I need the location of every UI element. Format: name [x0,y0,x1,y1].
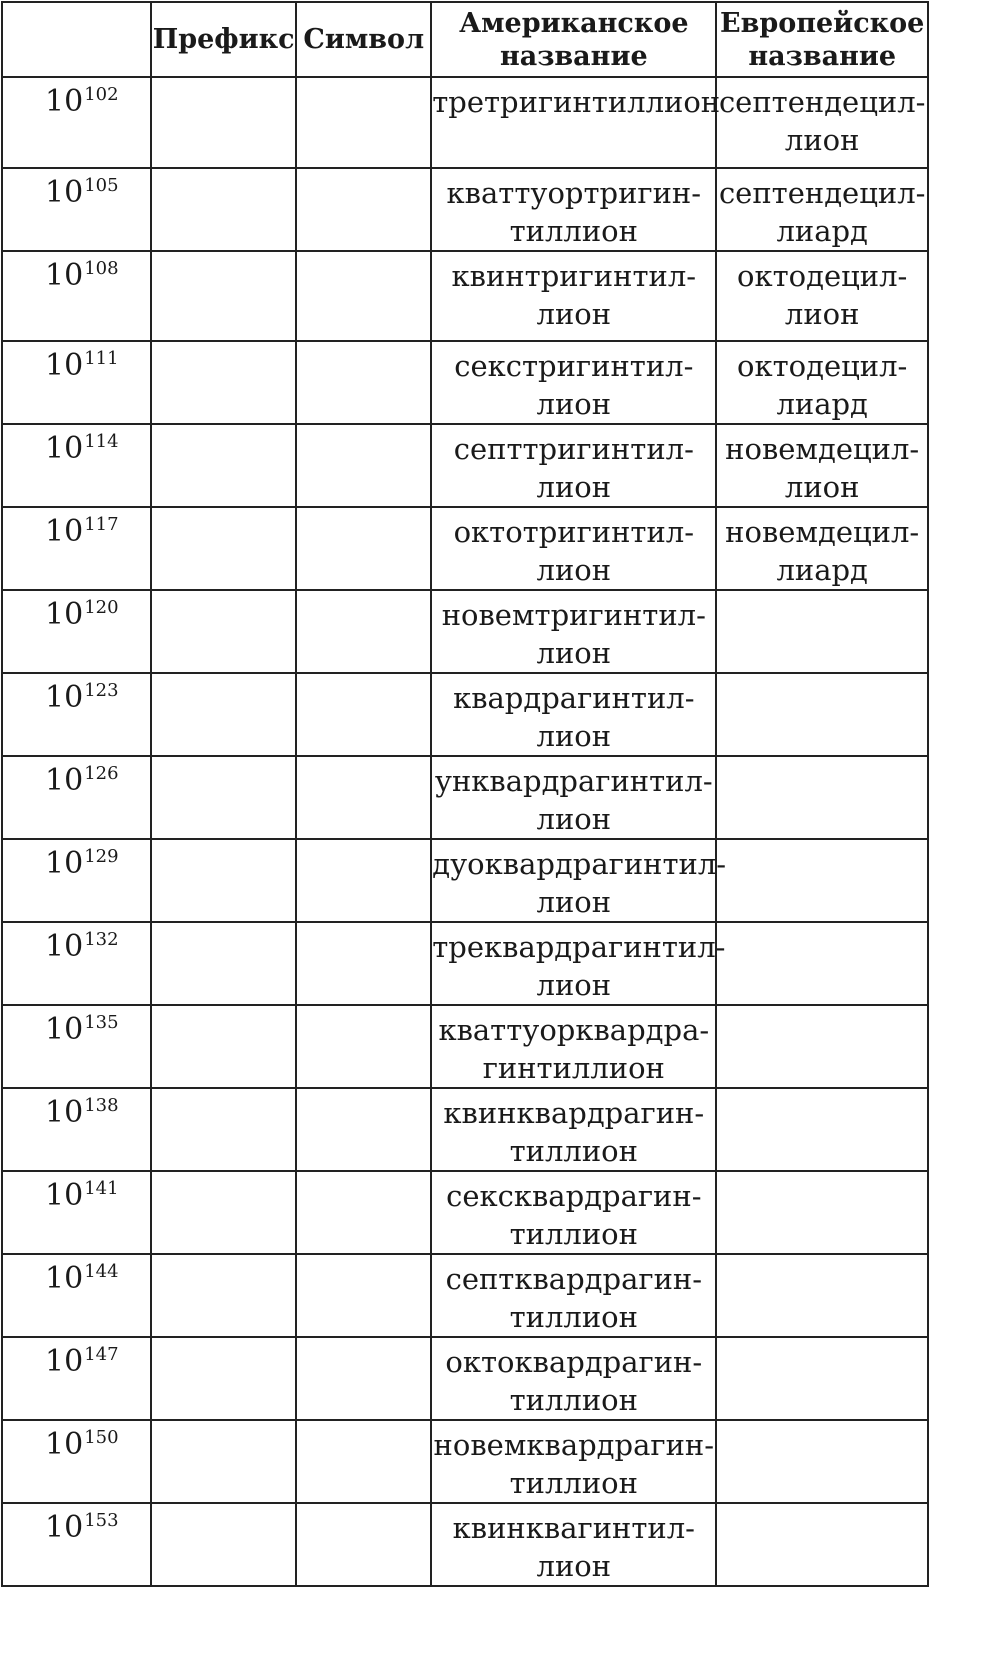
american-name-line1: квинтригинтил- [451,259,697,293]
prefix-cell [151,922,296,1005]
table-row [2,922,928,1005]
prefix-cell [151,341,296,424]
power-cell [2,507,151,590]
power-cell [2,839,151,922]
european-name-line2: лиард [776,553,868,587]
american-name-line1: кваттуорквардра- [438,1013,710,1047]
power-exponent: 108 [84,258,119,279]
american-name-cell [431,1503,716,1586]
european-name-cell [716,1005,928,1088]
european-name-line2: лион [784,297,860,331]
european-name-cell [716,77,928,168]
power-exponent: 111 [84,348,119,369]
american-name-line2: тиллион [509,1300,638,1334]
american-name-line2: лион [536,968,612,1002]
power-exponent: 138 [84,1095,119,1116]
symbol-cell [296,590,431,673]
symbol-cell [296,168,431,251]
european-name-line2: лион [784,470,860,504]
power-exponent: 105 [84,175,119,196]
american-name-cell [431,251,716,341]
prefix-cell [151,1503,296,1586]
table-row [2,1254,928,1337]
header-european-line1: Европейское [720,7,925,39]
american-name-line2: тиллион [509,1134,638,1168]
table-row [2,77,928,168]
symbol-cell [296,756,431,839]
american-name-cell [431,168,716,251]
american-name-line2: тиллион [509,1383,638,1417]
power-base: 10 [45,597,84,632]
power-cell [2,590,151,673]
european-name-cell [716,1171,928,1254]
american-name-cell [431,1005,716,1088]
american-name-line1: новемквардрагин- [433,1428,715,1462]
american-name-cell [431,1171,716,1254]
european-name-cell [716,1420,928,1503]
power-base: 10 [45,680,84,715]
power-exponent: 117 [84,514,119,535]
prefix-cell [151,507,296,590]
american-name-line1: третригинтиллион [432,85,721,119]
power-cell [2,756,151,839]
power-exponent: 102 [84,84,119,105]
power-base: 10 [45,1095,84,1130]
number-names-table [1,1,929,1587]
european-name-cell [716,756,928,839]
symbol-cell [296,1171,431,1254]
prefix-cell [151,839,296,922]
prefix-cell [151,756,296,839]
power-cell [2,77,151,168]
european-name-line1: новемдецил- [725,515,920,549]
symbol-cell [296,1420,431,1503]
table-row [2,839,928,922]
european-name-cell [716,673,928,756]
european-name-cell [716,922,928,1005]
table-row [2,590,928,673]
table-row [2,1005,928,1088]
prefix-cell [151,1005,296,1088]
european-name-line1: септендецил- [718,176,926,210]
table-row [2,1088,928,1171]
american-name-cell [431,1088,716,1171]
american-name-line2: тиллион [509,1466,638,1500]
table-row [2,424,928,507]
american-name-line2: лион [536,636,612,670]
european-name-cell [716,424,928,507]
power-exponent: 153 [84,1510,119,1531]
american-name-cell [431,1420,716,1503]
power-exponent: 141 [84,1178,119,1199]
header-european-name [716,2,928,77]
american-name-line2: гинтиллион [482,1051,665,1085]
power-cell [2,424,151,507]
symbol-cell [296,424,431,507]
table-row [2,673,928,756]
table-row [2,1171,928,1254]
american-name-line2: лион [536,1549,612,1583]
prefix-cell [151,1254,296,1337]
power-cell [2,673,151,756]
power-cell [2,1503,151,1586]
power-exponent: 126 [84,763,119,784]
american-name-line2: тиллион [509,1217,638,1251]
symbol-cell [296,839,431,922]
power-base: 10 [45,431,84,466]
american-name-cell [431,1337,716,1420]
power-exponent: 123 [84,680,119,701]
prefix-cell [151,251,296,341]
power-cell [2,251,151,341]
table-row [2,507,928,590]
symbol-cell [296,1254,431,1337]
symbol-cell [296,673,431,756]
american-name-line2: лион [536,802,612,836]
european-name-line2: лиард [776,387,868,421]
power-base: 10 [45,258,84,293]
power-cell [2,1254,151,1337]
power-cell [2,922,151,1005]
power-base: 10 [45,763,84,798]
power-cell [2,1005,151,1088]
european-name-cell [716,507,928,590]
american-name-line1: септквардрагин- [445,1262,703,1296]
american-name-line2: лион [536,885,612,919]
american-name-cell [431,590,716,673]
power-cell [2,1171,151,1254]
power-cell [2,168,151,251]
european-name-cell [716,168,928,251]
european-name-cell [716,839,928,922]
table-row [2,756,928,839]
european-name-cell [716,1503,928,1586]
power-exponent: 114 [84,431,119,452]
power-exponent: 129 [84,846,119,867]
header-row [2,2,928,77]
prefix-cell [151,1420,296,1503]
power-cell [2,1420,151,1503]
power-base: 10 [45,348,84,383]
table-row [2,341,928,424]
table-row [2,1337,928,1420]
american-name-line2: лион [536,719,612,753]
american-name-line1: унквардрагинтил- [434,764,713,798]
american-name-line1: септтригинтил- [453,432,694,466]
european-name-cell [716,1088,928,1171]
european-name-line2: лиард [776,214,868,248]
header-american-name [431,2,716,77]
power-base: 10 [45,514,84,549]
american-name-line1: октотригинтил- [453,515,695,549]
power-exponent: 132 [84,929,119,950]
power-base: 10 [45,1427,84,1462]
european-name-line2: лион [784,123,860,157]
power-cell [2,1088,151,1171]
power-base: 10 [45,175,84,210]
symbol-cell [296,77,431,168]
power-exponent: 144 [84,1261,119,1282]
power-cell [2,341,151,424]
american-name-line1: квинквагинтил- [452,1511,695,1545]
table-row [2,168,928,251]
european-name-line1: септендецил- [718,85,926,119]
header-symbol: Символ [296,2,431,77]
power-exponent: 150 [84,1427,119,1448]
european-name-line1: октодецил- [737,259,908,293]
table-row [2,1503,928,1586]
symbol-cell [296,341,431,424]
power-exponent: 147 [84,1344,119,1365]
prefix-cell [151,673,296,756]
american-name-cell [431,77,721,168]
european-name-cell [716,590,928,673]
power-base: 10 [45,1012,84,1047]
american-name-line1: сексквардрагин- [446,1179,702,1213]
american-name-line1: дуоквардрагинтил- [432,847,727,881]
american-name-line1: квинквардрагин- [443,1096,705,1130]
symbol-cell [296,1503,431,1586]
power-base: 10 [45,1510,84,1545]
american-name-line1: секстригинтил- [454,349,694,383]
european-name-cell [716,341,928,424]
header-power [2,2,151,77]
prefix-cell [151,424,296,507]
power-cell [2,1337,151,1420]
table-row [2,251,928,341]
prefix-cell [151,1337,296,1420]
american-name-cell [431,756,716,839]
american-name-cell [431,1254,716,1337]
power-base: 10 [45,1178,84,1213]
european-name-line1: октодецил- [737,349,908,383]
header-european-line2: название [748,40,897,72]
prefix-cell [151,590,296,673]
table-row [2,1420,928,1503]
prefix-cell [151,1088,296,1171]
power-base: 10 [45,84,84,119]
american-name-line1: кваттуортригин- [446,176,702,210]
symbol-cell [296,507,431,590]
american-name-line1: квардрагинтил- [453,681,695,715]
prefix-cell [151,1171,296,1254]
power-base: 10 [45,929,84,964]
american-name-line2: лион [536,387,612,421]
american-name-cell [431,507,716,590]
power-base: 10 [45,1344,84,1379]
american-name-line2: лион [536,553,612,587]
prefix-cell [151,77,296,168]
american-name-line1: треквардрагинтил- [432,930,726,964]
european-name-cell [716,251,928,341]
american-name-line2: тиллион [509,214,638,248]
american-name-line2: лион [536,470,612,504]
header-american-line1: Американское [459,7,689,39]
symbol-cell [296,1337,431,1420]
power-exponent: 120 [84,597,119,618]
american-name-cell [431,922,726,1005]
american-name-cell [431,673,716,756]
american-name-cell [431,341,716,424]
american-name-line1: новемтригинтил- [441,598,706,632]
american-name-line1: октоквардрагин- [445,1345,703,1379]
symbol-cell [296,251,431,341]
power-exponent: 135 [84,1012,119,1033]
header-american-line2: название [499,40,648,72]
power-base: 10 [45,1261,84,1296]
european-name-cell [716,1254,928,1337]
table-body [2,77,928,1586]
american-name-line2: лион [536,297,612,331]
american-name-cell [431,839,727,922]
symbol-cell [296,1005,431,1088]
european-name-cell [716,1337,928,1420]
header-prefix: Префикс [151,2,296,77]
symbol-cell [296,922,431,1005]
american-name-cell [431,424,716,507]
power-base: 10 [45,846,84,881]
european-name-line1: новемдецил- [725,432,920,466]
prefix-cell [151,168,296,251]
symbol-cell [296,1088,431,1171]
